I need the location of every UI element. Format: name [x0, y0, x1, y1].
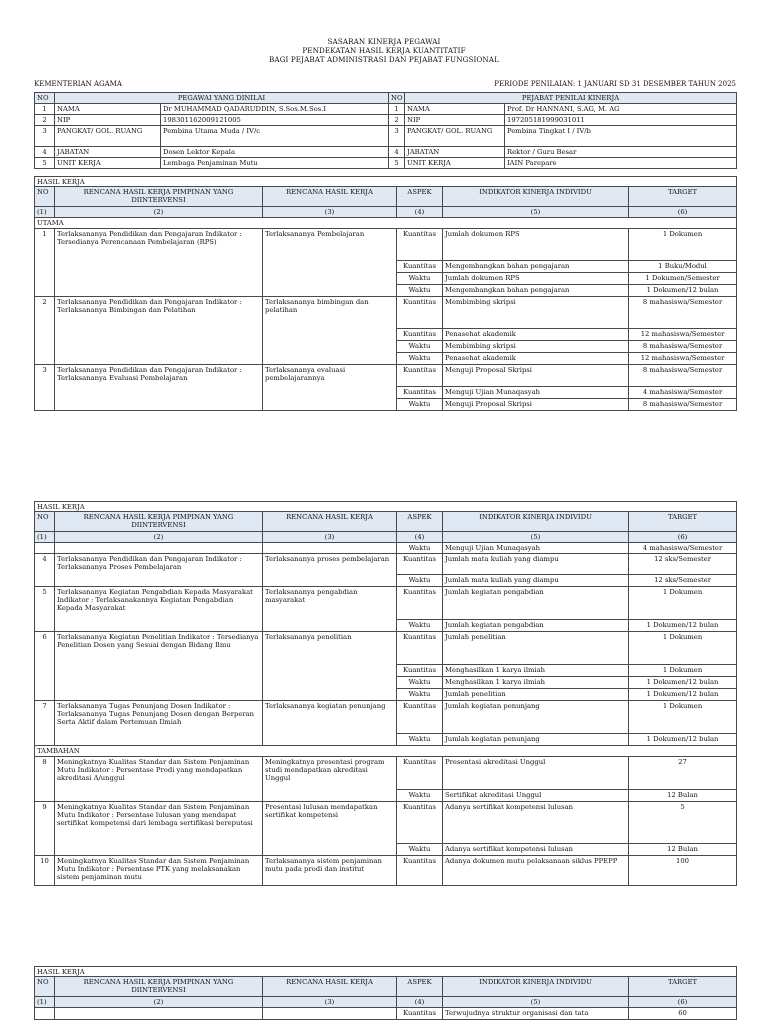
indicator-row	[35, 802, 737, 844]
rhk-pimpinan: Terlaksananya Pendidikan dan Pengajaran Indikator : Terlaksananya Bimbingan dan Pelatihan	[55, 297, 263, 365]
identity-no-header: NO	[35, 93, 55, 104]
identity-no: 2	[35, 115, 55, 126]
col-no-header: NO	[35, 512, 55, 532]
iki: Jumlah dokumen RPS	[443, 229, 629, 261]
identity-no-header-right: NO	[389, 93, 405, 104]
col-aspek-header: ASPEK	[397, 977, 443, 997]
assessee-value: Dr MUHAMMAD QADARUDDIN, S.Sos.M.Sos.I	[161, 104, 389, 115]
indicator-row	[35, 587, 737, 620]
target: 1 Dokumen/Semester	[629, 273, 737, 285]
target: 1 Buku/Modul	[629, 261, 737, 273]
section-row	[35, 177, 737, 187]
col-target-header: TARGET	[629, 977, 737, 997]
hasil-kerja-table-1	[34, 176, 737, 411]
item-no: 5	[35, 587, 55, 632]
rhk-pimpinan: Terlaksananya Kegiatan Penelitian Indikator : Tersedianya Penelitian Dosen yang Sesuai dengan Bidang Ilmu	[55, 632, 263, 701]
hasil-kerja-table-2	[34, 501, 737, 886]
target: 100	[629, 856, 737, 886]
identity-no: 3	[35, 126, 55, 147]
col-number: (5)	[443, 207, 629, 218]
col-number: (5)	[443, 532, 629, 543]
col-target-header: TARGET	[629, 187, 737, 207]
target: 12 sks/Semester	[629, 575, 737, 587]
iki: Menghasilkan 1 karya ilmiah	[443, 677, 629, 689]
iki: Mengembangkan bahan pengajaran	[443, 261, 629, 273]
col-rhk-header: RENCANA HASIL KERJA	[263, 512, 397, 532]
assessor-value: 197205181999031011	[505, 115, 737, 126]
aspek: Kuantitas	[397, 856, 443, 886]
iki: Jumlah penelitian	[443, 632, 629, 665]
hasil-kerja-table-3	[34, 966, 737, 1020]
item-no: 4	[35, 554, 55, 587]
org-name: KEMENTERIAN AGAMA	[34, 80, 122, 88]
identity-no: 3	[389, 126, 405, 147]
identity-label: JABATAN	[405, 147, 505, 158]
target: 27	[629, 757, 737, 790]
aspek: Waktu	[397, 273, 443, 285]
aspek: Waktu	[397, 689, 443, 701]
rhk-pimpinan: Meningkatnya Kualitas Standar dan Sistem Penjaminan Mutu Indikator : Persentase PTK yang melaksanakan sistem penjaminan mutu	[55, 856, 263, 886]
aspek: Waktu	[397, 790, 443, 802]
aspek: Waktu	[397, 285, 443, 297]
iki: Adanya sertifikat kompetensi lulusan	[443, 802, 629, 844]
target: 8 mahasiswa/Semester	[629, 341, 737, 353]
identity-row	[35, 115, 737, 126]
col-no-header: NO	[35, 187, 55, 207]
target: 8 mahasiswa/Semester	[629, 399, 737, 411]
iki: Jumlah mata kuliah yang diampu	[443, 575, 629, 587]
aspek: Waktu	[397, 399, 443, 411]
assessee-header: PEGAWAI YANG DINILAI	[55, 93, 389, 104]
col-number: (2)	[55, 532, 263, 543]
assessor-header: PEJABAT PENILAI KINERJA	[405, 93, 737, 104]
col-target-header: TARGET	[629, 512, 737, 532]
col-rhk-header: RENCANA HASIL KERJA	[263, 977, 397, 997]
section-title: HASIL KERJA	[35, 967, 737, 977]
col-no-header: NO	[35, 977, 55, 997]
indicator-row	[35, 229, 737, 261]
iki: Jumlah kegiatan pengabdian	[443, 587, 629, 620]
aspek: Kuantitas	[397, 229, 443, 261]
iki: Adanya dokumen mutu pelaksanaan siklus PPEPP	[443, 856, 629, 886]
col-iki-header: INDIKATOR KINERJA INDIVIDU	[443, 187, 629, 207]
assessee-value: Dosen Lektor Kepala	[161, 147, 389, 158]
target: 8 mahasiswa/Semester	[629, 297, 737, 329]
rhk-pimpinan: Terlaksananya Pendidikan dan Pengajaran Indikator : Terlaksananya Proses Pembelajaran	[55, 554, 263, 587]
rhk-pimpinan: Terlaksananya Pendidikan dan Pengajaran Indikator : Tersedianya Perencanaan Pembelajaran (RPS)	[55, 229, 263, 297]
doc-subtitle-2: BAGI PEJABAT ADMINISTRASI DAN PEJABAT FUNGSIONAL	[269, 55, 499, 64]
rhk-pimpinan	[55, 1008, 263, 1020]
target: 1 Dokumen/12 bulan	[629, 734, 737, 746]
assessment-period: PERIODE PENILAIAN: 1 JANUARI SD 31 DESEMBER TAHUN 2025	[494, 80, 736, 88]
iki: Penasehat akademik	[443, 353, 629, 365]
target: 5	[629, 802, 737, 844]
col-rhk-pimpinan-header: RENCANA HASIL KERJA PIMPINAN YANG DIINTERVENSI	[55, 977, 263, 997]
iki: Menguji Ujian Munaqasyah	[443, 543, 629, 554]
identity-no: 1	[389, 104, 405, 115]
rhk: Terlaksananya evaluasi pembelajarannya	[263, 365, 397, 411]
aspek: Kuantitas	[397, 587, 443, 620]
rhk: Terlaksananya pengabdian masyarakat	[263, 587, 397, 632]
col-number: (6)	[629, 207, 737, 218]
iki: Menghasilkan 1 karya ilmiah	[443, 665, 629, 677]
assessor-value: IAIN Parepare	[505, 158, 737, 169]
target: 1 Dokumen/12 bulan	[629, 689, 737, 701]
target: 1 Dokumen	[629, 229, 737, 261]
aspek: Waktu	[397, 543, 443, 554]
rhk: Terlaksananya Pembelajaran	[263, 229, 397, 297]
target: 12 Bulan	[629, 790, 737, 802]
aspek: Waktu	[397, 844, 443, 856]
iki: Menguji Proposal Skripsi	[443, 399, 629, 411]
indicator-row	[35, 632, 737, 665]
indicator-row	[35, 757, 737, 790]
iki: Jumlah kegiatan pengabdian	[443, 620, 629, 632]
item-no: 3	[35, 365, 55, 411]
iki: Presentasi akreditasi Unggul	[443, 757, 629, 790]
rhk: Terlaksananya penelitian	[263, 632, 397, 701]
aspek: Waktu	[397, 620, 443, 632]
assessee-value: 198301162009121005	[161, 115, 389, 126]
col-number: (6)	[629, 532, 737, 543]
rhk-pimpinan: Terlaksananya Tugas Penunjang Dosen Indikator : Terlaksananya Tugas Penunjang Dosen dengan Berperan Serta Aktif dalam Pertemuan Ilmiah	[55, 701, 263, 746]
identity-label: PANGKAT/ GOL. RUANG	[55, 126, 161, 147]
col-number: (5)	[443, 997, 629, 1008]
item-no: 1	[35, 229, 55, 297]
indicator-row	[35, 1008, 737, 1020]
col-number: (6)	[629, 997, 737, 1008]
col-number: (3)	[263, 532, 397, 543]
indicator-row	[35, 543, 737, 554]
column-number-row	[35, 997, 737, 1008]
identity-label: PANGKAT/ GOL. RUANG	[405, 126, 505, 147]
aspek: Kuantitas	[397, 329, 443, 341]
tambahan-label: TAMBAHAN	[35, 746, 737, 757]
iki: Membimbing skripsi	[443, 341, 629, 353]
column-number-row	[35, 207, 737, 218]
indicator-row	[35, 554, 737, 575]
aspek: Kuantitas	[397, 802, 443, 844]
identity-no: 4	[35, 147, 55, 158]
col-number: (3)	[263, 997, 397, 1008]
aspek: Kuantitas	[397, 1008, 443, 1020]
item-no: 6	[35, 632, 55, 701]
doc-subtitle: PENDEKATAN HASIL KERJA KUANTITATIF	[302, 46, 466, 55]
iki: Jumlah kegiatan penunjang	[443, 701, 629, 734]
target: 12 mahasiswa/Semester	[629, 329, 737, 341]
identity-label: NIP	[405, 115, 505, 126]
rhk-pimpinan: Meningkatnya Kualitas Standar dan Sistem Penjaminan Mutu Indikator : Persentase Prodi yang mendapatkan akreditasi A/unggul	[55, 757, 263, 802]
target: 4 mahasiswa/Semester	[629, 387, 737, 399]
target: 12 Bulan	[629, 844, 737, 856]
target: 1 Dokumen	[629, 587, 737, 620]
identity-label: UNIT KERJA	[55, 158, 161, 169]
col-aspek-header: ASPEK	[397, 512, 443, 532]
item-no: 8	[35, 757, 55, 802]
target: 1 Dokumen	[629, 701, 737, 734]
item-no	[35, 543, 55, 554]
item-no: 10	[35, 856, 55, 886]
identity-no: 2	[389, 115, 405, 126]
col-iki-header: INDIKATOR KINERJA INDIVIDU	[443, 977, 629, 997]
identity-label: NIP	[55, 115, 161, 126]
col-number: (3)	[263, 207, 397, 218]
rhk: Terlaksananya proses pembelajaran	[263, 554, 397, 587]
col-number: (4)	[397, 532, 443, 543]
assessee-value: Lembaga Penjaminan Mutu	[161, 158, 389, 169]
rhk: Terlaksananya kegiatan penunjang	[263, 701, 397, 746]
identity-row	[35, 104, 737, 115]
col-aspek-header: ASPEK	[397, 187, 443, 207]
aspek: Kuantitas	[397, 387, 443, 399]
rhk	[263, 1008, 397, 1020]
aspek: Waktu	[397, 677, 443, 689]
iki: Membimbing skripsi	[443, 297, 629, 329]
assessor-value: Rektor / Guru Besar	[505, 147, 737, 158]
aspek: Waktu	[397, 353, 443, 365]
identity-no: 5	[35, 158, 55, 169]
indicator-row	[35, 856, 737, 886]
assessor-value: Pembina Tingkat I / IV/b	[505, 126, 737, 147]
aspek: Kuantitas	[397, 701, 443, 734]
doc-title: SASARAN KINERJA PEGAWAI	[327, 37, 441, 46]
col-number: (2)	[55, 207, 263, 218]
assessee-value: Pembina Utama Muda / IV/c	[161, 126, 389, 147]
section-title: HASIL KERJA	[35, 177, 737, 187]
aspek: Kuantitas	[397, 365, 443, 387]
identity-label: NAMA	[55, 104, 161, 115]
col-iki-header: INDIKATOR KINERJA INDIVIDU	[443, 512, 629, 532]
identity-label: NAMA	[405, 104, 505, 115]
iki: Jumlah dokumen RPS	[443, 273, 629, 285]
iki: Jumlah mata kuliah yang diampu	[443, 554, 629, 575]
aspek: Kuantitas	[397, 554, 443, 575]
target: 60	[629, 1008, 737, 1020]
identity-row	[35, 126, 737, 147]
identity-row	[35, 158, 737, 169]
col-number: (2)	[55, 997, 263, 1008]
iki: Adanya sertifikat kompetensi lulusan	[443, 844, 629, 856]
aspek: Kuantitas	[397, 632, 443, 665]
col-number: (4)	[397, 207, 443, 218]
rhk-pimpinan	[55, 543, 263, 554]
aspek: Kuantitas	[397, 297, 443, 329]
utama	[35, 218, 737, 229]
section-title: HASIL KERJA	[35, 502, 737, 512]
iki: Jumlah penelitian	[443, 689, 629, 701]
identity-label: UNIT KERJA	[405, 158, 505, 169]
rhk: Terlaksananya sistem penjaminan mutu pada prodi dan institut	[263, 856, 397, 886]
iki: Menguji Proposal Skripsi	[443, 365, 629, 387]
col-number: (4)	[397, 997, 443, 1008]
column-header-row	[35, 512, 737, 532]
col-rhk-pimpinan-header: RENCANA HASIL KERJA PIMPINAN YANG DIINTERVENSI	[55, 512, 263, 532]
identity-no: 4	[389, 147, 405, 158]
assessor-value: Prof. Dr HANNANI, S.AG, M. AG	[505, 104, 737, 115]
indicator-row	[35, 297, 737, 329]
item-no: 7	[35, 701, 55, 746]
column-header-row	[35, 977, 737, 997]
iki: Penasehat akademik	[443, 329, 629, 341]
target: 1 Dokumen/12 bulan	[629, 285, 737, 297]
utama-label: UTAMA	[35, 218, 737, 229]
col-number: (1)	[35, 207, 55, 218]
aspek: Kuantitas	[397, 757, 443, 790]
target: 1 Dokumen/12 bulan	[629, 620, 737, 632]
iki: Menguji Ujian Munaqasyah	[443, 387, 629, 399]
target: 8 mahasiswa/Semester	[629, 365, 737, 387]
column-header-row	[35, 187, 737, 207]
target: 4 mahasiswa/Semester	[629, 543, 737, 554]
identity-no: 1	[35, 104, 55, 115]
aspek: Kuantitas	[397, 261, 443, 273]
target: 1 Dokumen	[629, 665, 737, 677]
rhk-pimpinan: Terlaksananya Pendidikan dan Pengajaran Indikator : Terlaksananya Evaluasi Pembelajaran	[55, 365, 263, 411]
rhk-pimpinan: Terlaksananya Kegiatan Pengabdian Kepada Masyarakat Indikator : Terlaksanakannya Kegiatan Pengabdian Kepada Masyarakat	[55, 587, 263, 632]
aspek: Kuantitas	[397, 665, 443, 677]
iki: Terwujudnya struktur organisasi dan tata	[443, 1008, 629, 1020]
target: 12 mahasiswa/Semester	[629, 353, 737, 365]
aspek: Waktu	[397, 575, 443, 587]
rhk: Meningkatnya presentasi program studi mendapatkan akreditasi Unggul	[263, 757, 397, 802]
item-no: 9	[35, 802, 55, 856]
section-row	[35, 502, 737, 512]
rhk	[263, 543, 397, 554]
tambahan	[35, 746, 737, 757]
indicator-row	[35, 365, 737, 387]
target: 1 Dokumen	[629, 632, 737, 665]
col-rhk-pimpinan-header: RENCANA HASIL KERJA PIMPINAN YANG DIINTERVENSI	[55, 187, 263, 207]
section-row	[35, 967, 737, 977]
identity-row	[35, 147, 737, 158]
item-no	[35, 1008, 55, 1020]
column-number-row	[35, 532, 737, 543]
identity-label: JABATAN	[55, 147, 161, 158]
rhk-pimpinan: Meningkatnya Kualitas Standar dan Sistem Penjaminan Mutu Indikator : Persentase lulusan yang mendapat sertifikat kompetensi dari lembaga sertifikasi bereputasi	[55, 802, 263, 856]
col-number: (1)	[35, 997, 55, 1008]
iki: Jumlah kegiatan penunjang	[443, 734, 629, 746]
identity-header-row	[35, 93, 737, 104]
item-no: 2	[35, 297, 55, 365]
rhk: Presentasi lulusan mendapatkan sertifikat kompetensi	[263, 802, 397, 856]
indicator-row	[35, 701, 737, 734]
identity-no: 5	[389, 158, 405, 169]
col-number: (1)	[35, 532, 55, 543]
target: 12 sks/Semester	[629, 554, 737, 575]
iki: Sertifikat akreditasi Unggul	[443, 790, 629, 802]
iki: Mengembangkan bahan pengajaran	[443, 285, 629, 297]
rhk: Terlaksananya bimbingan dan pelatihan	[263, 297, 397, 365]
target: 1 Dokumen/12 bulan	[629, 677, 737, 689]
col-rhk-header: RENCANA HASIL KERJA	[263, 187, 397, 207]
identity-table	[34, 92, 737, 169]
aspek: Waktu	[397, 734, 443, 746]
aspek: Waktu	[397, 341, 443, 353]
